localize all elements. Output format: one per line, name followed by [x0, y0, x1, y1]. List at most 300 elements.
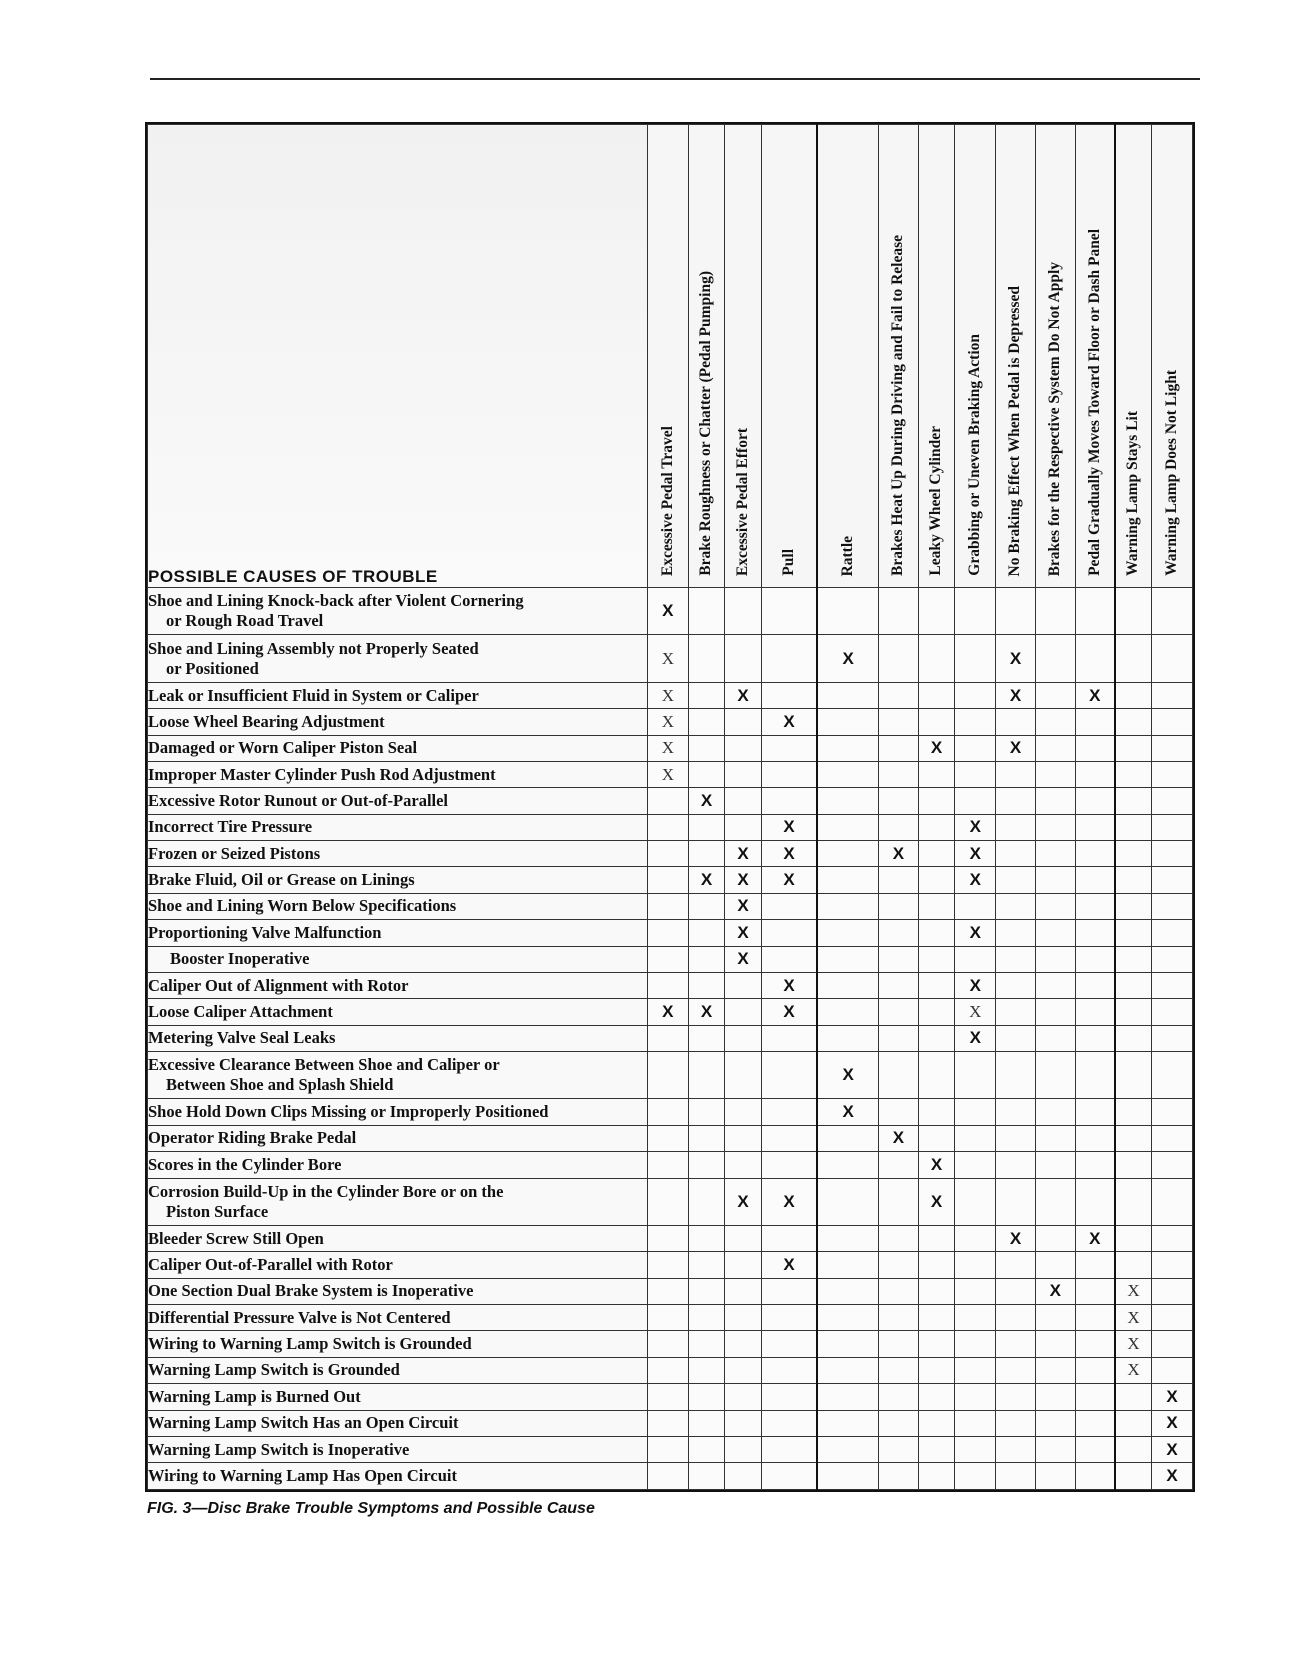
symptom-mark-cell — [1152, 972, 1193, 998]
symptom-mark-cell: X — [647, 635, 688, 682]
cause-text: Corrosion Build-Up in the Cylinder Bore or on the — [148, 1181, 504, 1201]
symptom-mark-cell — [817, 972, 878, 998]
symptom-mark-cell — [761, 1305, 817, 1331]
symptom-mark-cell — [1115, 920, 1152, 946]
symptom-mark-cell — [955, 635, 996, 682]
symptom-mark-cell — [996, 788, 1036, 814]
symptom-mark-cell: X — [1152, 1410, 1193, 1436]
symptom-mark-cell — [955, 893, 996, 919]
symptom-mark-cell — [647, 1025, 688, 1051]
symptom-mark-cell: X — [955, 841, 996, 867]
symptom-mark-cell — [647, 1252, 688, 1278]
table-row — [148, 841, 1193, 867]
symptom-mark-cell — [879, 762, 919, 788]
symptom-mark-cell — [955, 1436, 996, 1462]
table-row — [148, 867, 1193, 893]
table-row — [148, 814, 1193, 840]
symptom-mark-cell — [1152, 1252, 1193, 1278]
symptom-mark-cell — [1152, 893, 1193, 919]
symptom-mark-cell — [817, 1225, 878, 1251]
cause-cell — [148, 1331, 648, 1357]
symptom-mark-cell — [1035, 1410, 1075, 1436]
symptom-mark-cell: X — [955, 999, 996, 1025]
symptom-mark-cell — [1035, 762, 1075, 788]
symptom-mark-cell — [688, 1305, 725, 1331]
trouble-chart — [145, 122, 1195, 1492]
symptom-mark-cell — [955, 1178, 996, 1225]
cause-cell — [148, 1305, 648, 1331]
symptom-mark-cell — [1035, 588, 1075, 635]
cause-text: Bleeder Screw Still Open — [148, 1228, 324, 1248]
symptom-mark-cell — [879, 1025, 919, 1051]
symptom-mark-cell — [817, 709, 878, 735]
cause-cell — [148, 946, 648, 972]
cause-text: Brake Fluid, Oil or Grease on Linings — [148, 870, 415, 890]
symptom-label: Leaky Wheel Cylinder — [927, 426, 945, 576]
cause-text: Proportioning Valve Malfunction — [148, 922, 382, 942]
symptom-mark-cell — [688, 735, 725, 761]
symptom-mark-cell — [761, 1278, 817, 1304]
symptom-mark-cell: X — [761, 1252, 817, 1278]
symptom-mark-cell — [761, 920, 817, 946]
cause-text: Shoe and Lining Assembly not Properly Seated — [148, 638, 479, 658]
symptom-mark-cell — [817, 762, 878, 788]
symptom-mark-cell — [1075, 1410, 1115, 1436]
cause-text: Loose Caliper Attachment — [148, 1001, 333, 1021]
symptom-mark-cell — [1115, 1384, 1152, 1410]
symptom-mark-cell: X — [725, 1178, 762, 1225]
symptom-mark-cell — [996, 1463, 1036, 1490]
cause-cell — [148, 1099, 648, 1125]
symptom-mark-cell — [1035, 788, 1075, 814]
symptom-mark-cell — [725, 1305, 762, 1331]
symptom-mark-cell — [918, 1384, 955, 1410]
symptom-mark-cell — [1152, 682, 1193, 708]
symptom-mark-cell — [1075, 1025, 1115, 1051]
symptom-mark-cell — [647, 814, 688, 840]
symptom-mark-cell — [1035, 1099, 1075, 1125]
symptom-mark-cell: X — [1075, 1225, 1115, 1251]
symptom-mark-cell — [879, 999, 919, 1025]
cause-text-continued: or Rough Road Travel — [166, 611, 324, 631]
cause-cell — [148, 1178, 648, 1225]
symptom-mark-cell: X — [879, 841, 919, 867]
symptom-mark-cell — [647, 1051, 688, 1098]
cause-cell — [148, 1051, 648, 1098]
symptom-mark-cell: X — [1152, 1463, 1193, 1490]
symptom-mark-cell — [879, 1331, 919, 1357]
cause-text-continued: Piston Surface — [166, 1201, 269, 1221]
cause-text: Damaged or Worn Caliper Piston Seal — [148, 738, 418, 758]
symptom-mark-cell — [918, 972, 955, 998]
symptom-mark-cell: X — [761, 867, 817, 893]
symptom-mark-cell: X — [761, 841, 817, 867]
symptom-mark-cell — [1075, 920, 1115, 946]
symptom-mark-cell — [647, 788, 688, 814]
symptom-mark-cell — [996, 1410, 1036, 1436]
symptom-mark-cell — [1152, 1125, 1193, 1151]
symptom-mark-cell — [817, 588, 878, 635]
cause-cell — [148, 1357, 648, 1383]
symptom-mark-cell — [1075, 588, 1115, 635]
symptom-mark-cell — [1075, 1125, 1115, 1151]
symptom-mark-cell — [761, 1410, 817, 1436]
symptom-mark-cell — [1035, 1178, 1075, 1225]
symptom-mark-cell — [1115, 1463, 1152, 1490]
symptom-mark-cell — [725, 709, 762, 735]
table-row — [148, 1410, 1193, 1436]
symptom-mark-cell — [955, 1331, 996, 1357]
symptom-mark-cell — [647, 893, 688, 919]
symptom-mark-cell — [1035, 709, 1075, 735]
symptom-mark-cell — [879, 1410, 919, 1436]
cause-cell — [148, 920, 648, 946]
symptom-mark-cell — [879, 972, 919, 998]
symptom-mark-cell — [1075, 1152, 1115, 1178]
symptom-mark-cell — [1152, 814, 1193, 840]
symptom-mark-cell: X — [725, 867, 762, 893]
symptom-mark-cell — [725, 788, 762, 814]
symptom-mark-cell — [688, 1463, 725, 1490]
symptom-mark-cell — [1115, 893, 1152, 919]
symptom-mark-cell: X — [1115, 1331, 1152, 1357]
cause-cell — [148, 1410, 648, 1436]
symptom-mark-cell — [1115, 972, 1152, 998]
symptom-mark-cell — [817, 1410, 878, 1436]
cause-text: Loose Wheel Bearing Adjustment — [148, 711, 385, 731]
symptom-mark-cell — [647, 1357, 688, 1383]
symptom-mark-cell — [918, 682, 955, 708]
symptom-mark-cell — [955, 682, 996, 708]
symptom-mark-cell: X — [918, 1178, 955, 1225]
cause-text: Wiring to Warning Lamp Switch is Grounded — [148, 1334, 472, 1354]
symptom-mark-cell — [817, 841, 878, 867]
symptom-mark-cell — [1035, 1463, 1075, 1490]
cause-text: Shoe Hold Down Clips Missing or Improperly Positioned — [148, 1102, 549, 1122]
table-row — [148, 709, 1193, 735]
symptom-mark-cell — [955, 762, 996, 788]
symptom-mark-cell: X — [647, 735, 688, 761]
symptom-mark-cell — [761, 1384, 817, 1410]
symptom-mark-cell — [1115, 1152, 1152, 1178]
table-row — [148, 1305, 1193, 1331]
symptom-mark-cell — [647, 1152, 688, 1178]
symptom-mark-cell — [1115, 1252, 1152, 1278]
symptom-mark-cell — [1075, 1384, 1115, 1410]
table-row — [148, 1178, 1193, 1225]
symptom-mark-cell — [688, 762, 725, 788]
symptom-mark-cell — [1152, 946, 1193, 972]
table-row — [148, 920, 1193, 946]
symptom-mark-cell — [1152, 1152, 1193, 1178]
symptom-mark-cell — [817, 1436, 878, 1462]
symptom-mark-cell — [1075, 1051, 1115, 1098]
symptom-mark-cell — [688, 1410, 725, 1436]
symptom-mark-cell — [688, 1357, 725, 1383]
symptom-mark-cell — [725, 735, 762, 761]
symptom-mark-cell — [1115, 682, 1152, 708]
symptom-mark-cell — [761, 1025, 817, 1051]
symptom-mark-cell — [955, 1357, 996, 1383]
cause-cell — [148, 893, 648, 919]
cause-cell — [148, 1125, 648, 1151]
symptom-mark-cell — [761, 1463, 817, 1490]
symptom-mark-cell — [725, 1225, 762, 1251]
symptom-mark-cell — [688, 814, 725, 840]
cause-text: Warning Lamp Switch Has an Open Circuit — [148, 1413, 459, 1433]
symptom-mark-cell — [1115, 1051, 1152, 1098]
symptom-mark-cell — [879, 867, 919, 893]
symptom-mark-cell — [1115, 867, 1152, 893]
symptom-mark-cell — [955, 1099, 996, 1125]
symptom-mark-cell — [955, 1125, 996, 1151]
symptom-mark-cell — [688, 1178, 725, 1225]
symptom-mark-cell — [996, 814, 1036, 840]
symptom-mark-cell — [725, 1384, 762, 1410]
cause-cell — [148, 867, 648, 893]
symptom-mark-cell — [918, 709, 955, 735]
symptom-header — [1075, 125, 1115, 588]
symptom-mark-cell — [1115, 788, 1152, 814]
symptom-mark-cell — [1115, 999, 1152, 1025]
symptom-mark-cell — [761, 1357, 817, 1383]
symptom-mark-cell — [647, 841, 688, 867]
cause-text: Leak or Insufficient Fluid in System or Caliper — [148, 685, 479, 705]
symptom-mark-cell: X — [955, 867, 996, 893]
symptom-mark-cell — [1152, 709, 1193, 735]
symptom-mark-cell — [688, 1384, 725, 1410]
table-row — [148, 1436, 1193, 1462]
symptom-mark-cell: X — [955, 1025, 996, 1051]
symptom-mark-cell — [817, 946, 878, 972]
symptom-mark-cell — [879, 1178, 919, 1225]
symptom-mark-cell — [647, 867, 688, 893]
symptom-mark-cell — [1035, 972, 1075, 998]
symptom-mark-cell — [1075, 1305, 1115, 1331]
symptom-label: Pedal Gradually Moves Toward Floor or Dash Panel — [1085, 229, 1103, 576]
symptom-mark-cell — [955, 709, 996, 735]
cause-cell — [148, 1252, 648, 1278]
symptom-mark-cell — [879, 814, 919, 840]
symptom-mark-cell — [817, 814, 878, 840]
symptom-mark-cell — [1075, 841, 1115, 867]
symptom-mark-cell: X — [817, 1099, 878, 1125]
symptom-mark-cell — [918, 1357, 955, 1383]
symptom-label: Warning Lamp Does Not Light — [1162, 370, 1180, 576]
symptom-mark-cell — [996, 1125, 1036, 1151]
cause-cell — [148, 588, 648, 635]
symptom-mark-cell — [1075, 1178, 1115, 1225]
symptom-mark-cell — [725, 999, 762, 1025]
cause-cell — [148, 709, 648, 735]
symptom-mark-cell — [688, 1125, 725, 1151]
symptom-mark-cell — [647, 1125, 688, 1151]
symptom-mark-cell: X — [918, 1152, 955, 1178]
symptom-mark-cell — [918, 635, 955, 682]
cause-text: Warning Lamp is Burned Out — [148, 1386, 361, 1406]
symptom-mark-cell — [1035, 1225, 1075, 1251]
symptom-mark-cell — [1075, 946, 1115, 972]
symptom-mark-cell — [955, 1384, 996, 1410]
cause-cell — [148, 1225, 648, 1251]
symptom-mark-cell — [761, 1099, 817, 1125]
symptom-mark-cell — [1115, 709, 1152, 735]
symptom-mark-cell — [955, 1252, 996, 1278]
symptom-mark-cell — [1035, 946, 1075, 972]
symptom-mark-cell — [647, 1436, 688, 1462]
table-row — [148, 1463, 1193, 1490]
symptom-mark-cell — [1075, 972, 1115, 998]
symptom-mark-cell: X — [1075, 682, 1115, 708]
symptom-mark-cell — [918, 920, 955, 946]
symptom-mark-cell — [817, 682, 878, 708]
cause-text-continued: or Positioned — [166, 658, 259, 678]
symptom-mark-cell — [647, 972, 688, 998]
symptom-mark-cell — [817, 867, 878, 893]
symptom-mark-cell — [647, 1278, 688, 1304]
symptom-mark-cell — [1115, 588, 1152, 635]
symptom-mark-cell: X — [1035, 1278, 1075, 1304]
table-row — [148, 1252, 1193, 1278]
symptom-mark-cell — [879, 682, 919, 708]
symptom-mark-cell — [955, 1463, 996, 1490]
symptom-mark-cell — [955, 1278, 996, 1304]
symptom-mark-cell — [1075, 1278, 1115, 1304]
cause-text: Incorrect Tire Pressure — [148, 817, 313, 837]
cause-cell — [148, 1384, 648, 1410]
symptom-mark-cell — [725, 1051, 762, 1098]
symptom-mark-cell — [955, 1152, 996, 1178]
table-row — [148, 1225, 1193, 1251]
symptom-mark-cell — [817, 920, 878, 946]
symptom-mark-cell — [725, 1357, 762, 1383]
symptom-mark-cell: X — [817, 1051, 878, 1098]
table-row — [148, 1278, 1193, 1304]
symptom-mark-cell — [1035, 1152, 1075, 1178]
symptom-mark-cell — [725, 1099, 762, 1125]
symptom-mark-cell — [688, 1331, 725, 1357]
symptom-label: Warning Lamp Stays Lit — [1124, 411, 1142, 576]
symptom-mark-cell: X — [955, 972, 996, 998]
symptom-mark-cell — [725, 1436, 762, 1462]
symptom-mark-cell: X — [1152, 1384, 1193, 1410]
symptom-mark-cell — [955, 1410, 996, 1436]
symptom-mark-cell — [955, 1051, 996, 1098]
symptom-mark-cell: X — [688, 999, 725, 1025]
symptom-mark-cell — [996, 1025, 1036, 1051]
symptom-mark-cell: X — [996, 735, 1036, 761]
symptom-mark-cell — [817, 1025, 878, 1051]
symptom-mark-cell — [688, 1436, 725, 1462]
cause-text: Improper Master Cylinder Push Rod Adjustment — [148, 764, 496, 784]
symptom-mark-cell — [879, 588, 919, 635]
symptom-mark-cell — [918, 588, 955, 635]
table-row — [148, 735, 1193, 761]
symptom-mark-cell — [918, 1125, 955, 1151]
symptom-header — [1035, 125, 1075, 588]
symptom-mark-cell — [817, 1152, 878, 1178]
symptom-mark-cell — [1115, 1178, 1152, 1225]
symptom-mark-cell — [918, 788, 955, 814]
table-row — [148, 1384, 1193, 1410]
table-row — [148, 635, 1193, 682]
symptom-mark-cell: X — [996, 682, 1036, 708]
symptom-mark-cell — [996, 1051, 1036, 1098]
symptom-mark-cell — [688, 1252, 725, 1278]
symptom-mark-cell — [1075, 635, 1115, 682]
symptom-mark-cell — [647, 1225, 688, 1251]
symptom-mark-cell — [918, 1463, 955, 1490]
symptom-mark-cell: X — [1115, 1305, 1152, 1331]
cause-cell — [148, 814, 648, 840]
symptom-mark-cell — [996, 1252, 1036, 1278]
cause-cell — [148, 972, 648, 998]
symptom-mark-cell — [1035, 1436, 1075, 1462]
symptom-mark-cell — [1035, 682, 1075, 708]
symptom-mark-cell — [1035, 893, 1075, 919]
symptom-mark-cell — [918, 1225, 955, 1251]
symptom-mark-cell — [761, 1152, 817, 1178]
symptom-mark-cell — [817, 1252, 878, 1278]
symptom-label: Excessive Pedal Travel — [658, 425, 676, 576]
symptom-mark-cell — [761, 1436, 817, 1462]
symptom-mark-cell: X — [688, 867, 725, 893]
symptom-mark-cell — [1152, 1099, 1193, 1125]
symptom-mark-cell — [1075, 762, 1115, 788]
table-row — [148, 946, 1193, 972]
symptom-mark-cell: X — [647, 588, 688, 635]
symptom-mark-cell — [1035, 1357, 1075, 1383]
cause-cell — [148, 735, 648, 761]
symptom-mark-cell — [761, 635, 817, 682]
symptom-mark-cell — [688, 1099, 725, 1125]
symptom-mark-cell — [1035, 1331, 1075, 1357]
symptom-mark-cell — [1035, 1305, 1075, 1331]
symptom-label: Excessive Pedal Effort — [733, 427, 751, 576]
symptom-mark-cell — [725, 972, 762, 998]
symptom-mark-cell — [996, 1384, 1036, 1410]
symptom-mark-cell — [817, 735, 878, 761]
symptom-mark-cell — [996, 972, 1036, 998]
table-row — [148, 762, 1193, 788]
symptom-header — [647, 125, 688, 588]
symptom-mark-cell — [725, 1278, 762, 1304]
cause-cell — [148, 841, 648, 867]
symptom-mark-cell — [918, 841, 955, 867]
symptom-mark-cell: X — [1115, 1357, 1152, 1383]
symptom-mark-cell — [879, 1099, 919, 1125]
symptom-mark-cell — [761, 893, 817, 919]
symptom-mark-cell — [725, 588, 762, 635]
symptom-mark-cell — [725, 1410, 762, 1436]
symptom-mark-cell: X — [725, 893, 762, 919]
symptom-mark-cell — [1075, 1463, 1115, 1490]
symptom-label: No Braking Effect When Pedal is Depressed — [1006, 285, 1024, 576]
symptom-mark-cell — [1035, 999, 1075, 1025]
symptom-mark-cell — [1075, 735, 1115, 761]
cause-cell — [148, 682, 648, 708]
symptom-mark-cell — [817, 999, 878, 1025]
symptom-mark-cell — [1075, 788, 1115, 814]
symptom-mark-cell — [1152, 1331, 1193, 1357]
symptom-mark-cell — [879, 1436, 919, 1462]
symptom-mark-cell — [996, 588, 1036, 635]
symptom-mark-cell — [761, 1225, 817, 1251]
symptom-mark-cell — [725, 1025, 762, 1051]
header-row — [148, 125, 1193, 588]
symptom-mark-cell — [918, 1099, 955, 1125]
symptom-mark-cell: X — [725, 841, 762, 867]
